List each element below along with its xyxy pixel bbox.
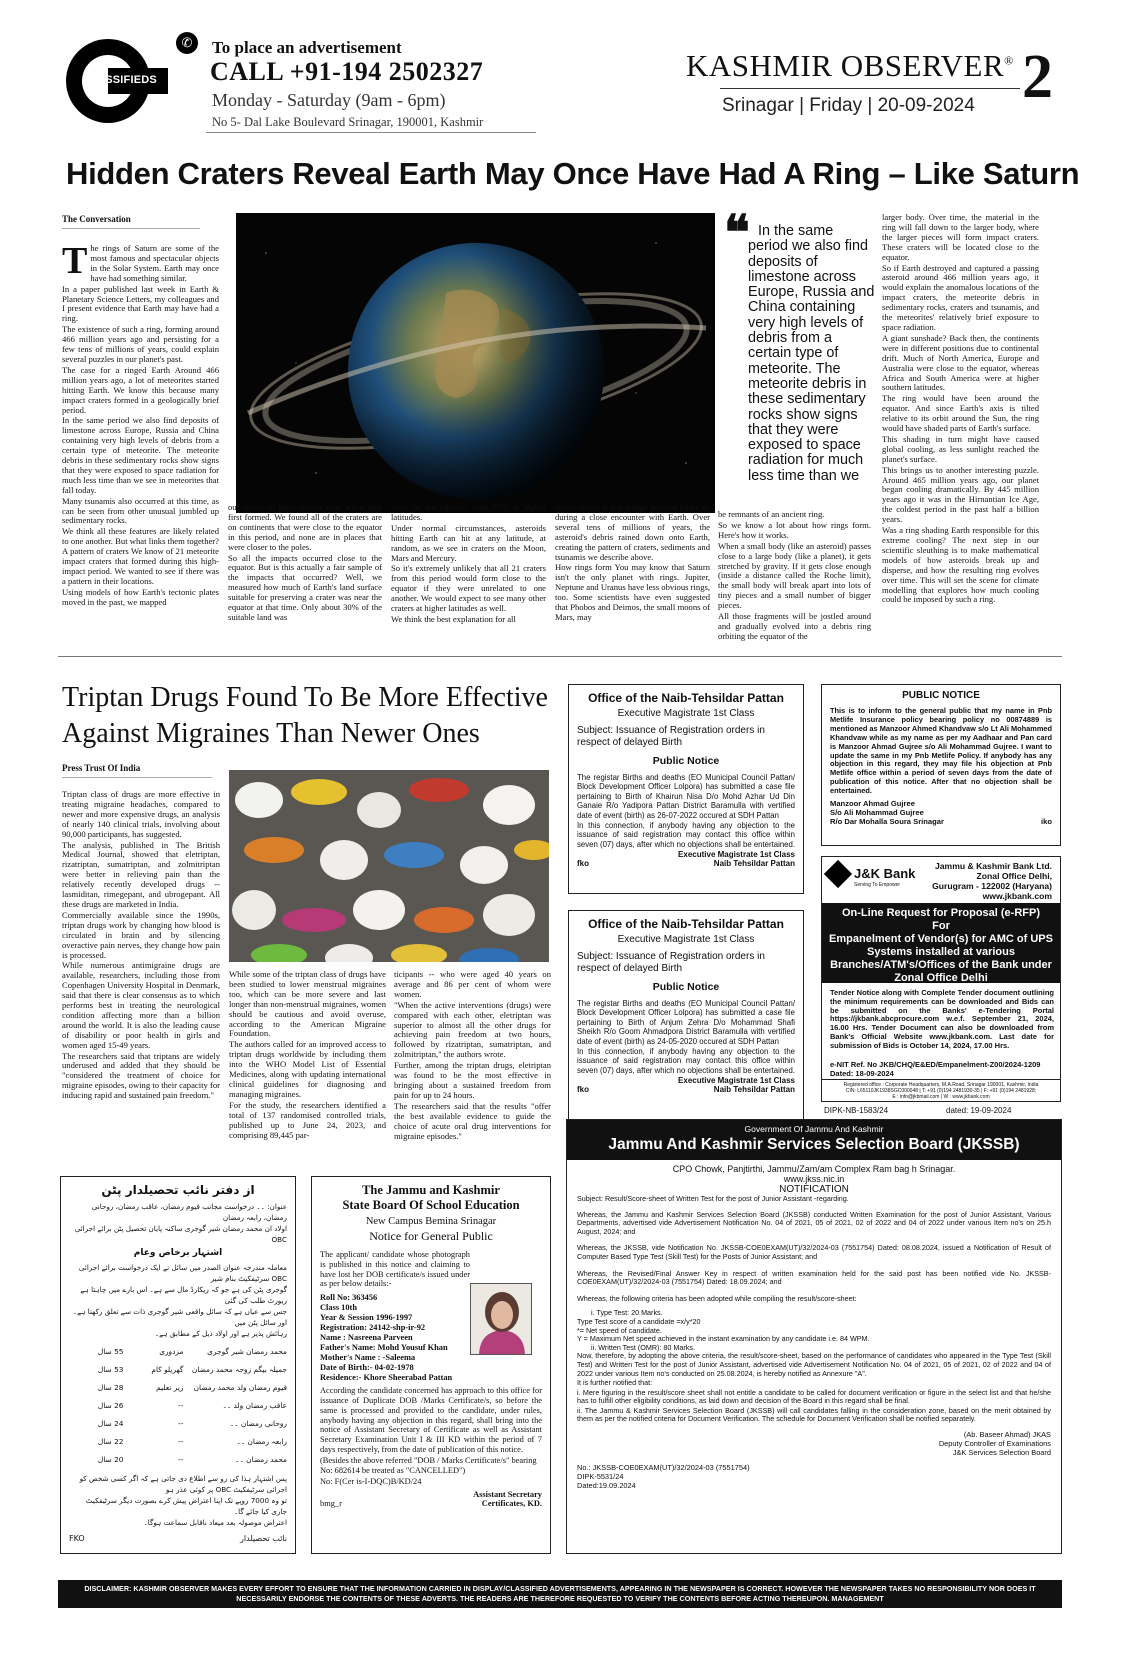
paragraph: ticipants -- who were aged 40 years on average and 86 per cent of whom were women.: [394, 970, 551, 999]
public-notice-sig2: S/o Ali Mohammad Gujree: [830, 808, 924, 818]
urdu-line: اولاد ان محمد رمضان شیر گوجری ساکنہ پایان تحصیل پٹن برائے اجرائی OBC: [74, 1224, 287, 1244]
notice-sign2-row: [577, 1085, 795, 1094]
field: Date of Birth:- 04-02-1978: [320, 1363, 414, 1373]
public-notice-body: This is to inform to the general public that my name in Pnb Metlife Insurance policy bearing policy no 00874889 is mentioned as Manzoor Ahmed Khandvaw s/o Lt Ali Mohammed Khandvaw while as my name as per my Aadhaar and Pan card is Manzoor Ahmad Gujree s/o Ali Mohammad Gujree. I want to update the same in my Pnb Metlife Policy. If anybody has any objection in this regard, they may file his objection at Pnb Metlife office within a period of seven days from the date of publication of this notice. After that no objection shall be entertained.: [830, 706, 1053, 796]
urdu-line: معاملہ مندرجہ عنوان الصدر میں سائل نے ایک درخواست برائے اجرائی OBC سرٹیفکیٹ بنام شیر: [78, 1263, 287, 1283]
footer-line1: Registered office : Corporate Headquarters, M.A.Road, Srinagar 190001, Kashmir, India: [843, 1082, 1039, 1088]
jk-bank-dipk: DIPK-NB-1583/24: [824, 1106, 889, 1115]
ref-line: Dated:19.09.2024: [577, 1481, 636, 1491]
sig-line: Deputy Controller of Examinations: [938, 1439, 1051, 1449]
paragraph: It is further notified that:: [577, 1378, 653, 1388]
paragraph: out where all these craters were when they first formed. We found all of the craters are on continents that were close to the equator in this period, and none are in places that were closer to the poles.: [228, 503, 382, 552]
article2-col2: [229, 970, 386, 1160]
jkssb-title: Jammu And Kashmir Services Selection Board (JKSSB): [608, 1136, 1020, 1153]
ref-line: DIPK-5531/24: [577, 1472, 624, 1482]
notice-title: Office of the Naib-Tehsildar Pattan: [588, 691, 784, 705]
member-age: 24 سال: [97, 1419, 124, 1428]
paragraph: We think all these features are likely related to one another. But what links them together? A pattern of craters We know of 21 meteorite impact craters that formed during this high-impact period. We wanted to see if there was a pattern in their locations.: [62, 526, 219, 586]
member-name: عاقب رمضان ولد ۔۔: [222, 1401, 287, 1410]
quote-mark-icon: ❝: [724, 207, 750, 260]
table-row: [69, 1415, 287, 1433]
notice-sign2-row: [577, 859, 795, 868]
jk-bank-tagline: Serving To Empower: [854, 882, 901, 888]
board-intro: The applicant/ candidate whose photograph is published in this notice and claiming to have lost her DOB certificate/s issued under as per below details:-: [320, 1250, 470, 1289]
paragraph: The analysis, published in The British Medical Journal, showed that eletriptan, rizatriptan, sumatriptan, and zolmitriptan were better in relieving pain than the relatively recently developed drugs -- lasmiditan, rimegepant, and ubrogepant. All these drugs are marketed in India.: [62, 839, 220, 909]
criteria: ii. Written Test (OMR): 80 Marks.: [591, 1342, 695, 1352]
paragraph: this evidence is that a large asteroid broke up during a close encounter with Earth. Over several tens of millions of years, the asteroid's debris rained down onto Earth, creating the pattern of craters, sediments and tsunamis we describe above.: [555, 503, 710, 562]
article2-col3: [394, 970, 551, 1160]
classifieds-label: CLASSIFIEDS: [82, 74, 157, 86]
member-name: جمیلہ بیگم زوجہ محمد رمضان: [191, 1365, 287, 1374]
urdu-line: تو وہ 7000 روپے تک اپنا اعتراض پیش کرے بصورت دیگر سرٹیفکیٹ جاری کیا جائے گا۔: [85, 1496, 287, 1516]
article2-col1: [62, 790, 220, 1160]
earth-ring-image: [236, 213, 715, 513]
board-sig1: Assistant Secretary: [473, 1490, 542, 1500]
board-no: No: F(Cer is-I-DQC)B/KD/24: [320, 1477, 422, 1487]
member-age: 26 سال: [97, 1401, 124, 1410]
paragraph: The registar Births and deaths (EO Municipal Council Pattan/ Block Development Officer Lolpora) has submitted a case file pertaining to Birth of Khairun Nisa D/o Mohd Azhar Ud Din Ganaie R/o Yadipora Pattan District Baramulla with vertified date of event (birth) as 26-07-2022 occured at SDH Pattan: [577, 773, 795, 820]
jk-bank-dated: Dated: 18-09-2024: [830, 1069, 894, 1078]
article1-source: The Conversation: [62, 214, 131, 224]
paragraph: Now, therefore, by adopting the above criteria, the result/score-sheet, based on the performance of candidates who appeared in the Type Test (Skill Test) and Written Test for the post of Junior Assistant, advertised vide Advertisement Notification No. 04 of 2021, 05 of 2021, 02 of 2022 and 04 of 2022 under various Item no's conducted on 25.08.2024, is hereby notified as Annexure "A".: [577, 1351, 1051, 1378]
jkssb-addr: CPO Chowk, Panjtirthi, Jammu/Zam/am Complex Ram bag h Srinagar.: [672, 1164, 956, 1174]
paragraph: When a small body (like an asteroid) passes close to a large body (like a planet), it gets stretched by gravity. If it gets close enough (inside a distance called the Roche limit), the small body will break apart into lots of tiny pieces and a small number of bigger pieces.: [718, 540, 871, 611]
board-body: According the candidate concerned has approach to this office for issuance of Duplicate DOB /Marks Certificate/s, so before the same is processed and provided to the candidate, under rules, anybody having any objection in this regard, shall bring into the notice of Assistant Secretary of Certificate as well as Assistant Secretary Examination Unit I & III KD within the period of 7 days respectively, from the date of publication of this notice.: [320, 1386, 542, 1454]
paragraph: The authors called for an improved access to triptan drugs worldwide by including them into the WHO Model List of Essential Medicines, along with updating international clinical guidelines for diagnosing and managing migraines.: [229, 1039, 386, 1099]
paragraph: he rings of Saturn are some of the most famous and spectacular objects in the Solar System. Earth may once have had something similar.: [90, 244, 219, 283]
jkssb-header: [567, 1120, 1061, 1160]
jkssb-gov: Government Of Jammu And Kashmir: [744, 1124, 884, 1134]
ref-line: No.: JKSSB-COE0EXAM(UT)/32/2024-03 (7551754): [577, 1463, 750, 1473]
masthead-text: KASHMIR OBSERVER: [686, 48, 1005, 83]
paragraph: Whereas, the JKSSB, vide Notification No. JKSSB-COE0EXAM(UT)/32/2024-03 (7551754) Dated: 08.08.2024, issued a Notification of Result of Computer Based Type Test (Skill Test) for the Posts of Junior Assistant; and: [577, 1243, 1051, 1261]
public-notice: [821, 684, 1061, 846]
paragraph: In a paper published last week in Earth & Planetary Science Letters, my colleagues and I present evidence that Earth may have had a ring.: [62, 283, 219, 324]
notice-code: fko: [577, 859, 589, 869]
paragraph: Whereas, the Jammu and Kashmir Services Selection Board (JKSSB) conducted Written Examination for the post of Junior Assistant, Various Departments, advertised vide Advertisement Notification No. 04 of 2021, 05 of 2021, 02 of 2022 and 04 of 2022 under various Item no's on 25.h August, 2024; and: [577, 1209, 1051, 1236]
field: Roll No: 363456: [320, 1293, 378, 1303]
member-occupation: زیر تعلیم: [156, 1383, 184, 1392]
public-notice-title: PUBLIC NOTICE: [902, 690, 980, 701]
paragraph: ii. The Jammu & Kashmir Services Selection Board (JKSSB) will call candidates falling in the consideration zone, based on the merit obtained by them as per the notified criteria for Document Verification. The schedule for Document Verification shall be notified separately.: [577, 1405, 1051, 1424]
paragraph: For the study, the researchers identified a total of 137 randomised controlled trials, published up to June 24, 2023, and comprising 89,445 par-: [229, 1099, 386, 1140]
banner-line2: For: [932, 920, 950, 932]
public-notice-code: iko: [1041, 817, 1052, 827]
table-row: [69, 1361, 287, 1379]
ad-address: No 5- Dal Lake Boulevard Srinagar, 190001, Kashmir: [212, 115, 484, 129]
public-notice-sig3-row: [830, 817, 1052, 826]
notice-title: Office of the Naib-Tehsildar Pattan: [588, 917, 784, 931]
notice-sub: Executive Magistrate 1st Class: [617, 708, 755, 719]
paragraph: Was a ring shading Earth responsible for this extreme cooling? The next step in our scientific sleuthing is to make mathematical models of how asteroids break up and disperse, and how the resulting ring evolves over time. This will set the scene for climate modelling that explores how much cooling could be imposed by such a ring.: [882, 525, 1039, 605]
jk-bank-addr1: Jammu & Kashmir Bank Ltd.: [935, 861, 1052, 871]
registered-mark: ®: [1004, 53, 1014, 68]
tehsil-notice-1: [568, 684, 804, 894]
member-occupation: --: [178, 1455, 184, 1464]
public-notice-sig3: R/o Dar Mohalla Soura Srinagar: [830, 817, 944, 827]
jk-bank-banner: [822, 903, 1060, 983]
board-sig2: Certificates, KD.: [481, 1499, 542, 1509]
board-title2: State Board Of School Education: [342, 1198, 520, 1212]
notice-code: fko: [577, 1085, 589, 1095]
member-occupation: --: [178, 1437, 184, 1446]
notice-subject: Subject: Issuance of Registration orders in respect of delayed Birth: [577, 951, 765, 974]
table-row: [69, 1451, 287, 1469]
article1-dropcap: T: [62, 244, 88, 282]
member-occupation: گھریلو کام: [151, 1365, 184, 1374]
paragraph: Whereas, the following criteria has been adopted while compiling the result/score-sheet:: [577, 1293, 857, 1303]
candidate-photo: [470, 1283, 532, 1355]
urdu-line: عنوان: ۔۔ درخواست مجانب قیوم رمضان، عاقب رمضان، روحانی رمضان، رابعہ رمضان: [91, 1202, 287, 1222]
urdu-line: رہائش پذیر ہے اور اولاد ذیل کے مطابق ہے۔: [154, 1329, 287, 1338]
paragraph: The registar Births and deaths (EO Municipal Council Pattan/ Block Development Officer Lolpora) has submitted a case file pertaining to Birth of Anjum Zehra D/o Mohammad Shafi Sheikh R/o Goom Ahmadpora District Baramulla with vertified date of event (birth) as 24-05-2020 occured at SDH Pattan: [577, 999, 795, 1046]
jkssb-body: [567, 1195, 1061, 1424]
paragraph: We think the best explanation for all: [391, 613, 516, 624]
phone-icon: ✆: [176, 32, 198, 54]
urdu-line: اشتہار برخاص وعام: [133, 1248, 223, 1258]
table-row: [69, 1343, 287, 1361]
article1-col1: [62, 244, 219, 642]
notice-body: [577, 773, 795, 849]
banner-line1: On-Line Request for Proposal (e-RFP): [841, 907, 1040, 919]
member-occupation: مزدوری: [159, 1347, 184, 1356]
criteria: Y = Maximum Net speed achieved in the instant examination by any candidate i.e. 84 WPM.: [577, 1334, 870, 1344]
article2-headline-line1: Triptan Drugs Found To Be More Effective: [62, 682, 548, 713]
ad-hours: Monday - Saturday (9am - 6pm): [212, 90, 446, 110]
footer-line2: CIN: L65110JK1938SGC000048 | T: +91 (0)194 2481930-35 | F: +91 (0)194 2481928;: [845, 1088, 1037, 1094]
notice-heading: Public Notice: [652, 755, 720, 767]
urdu-tail: [69, 1473, 287, 1528]
board-notice: Notice for General Public: [369, 1229, 493, 1243]
urdu-line: جس سے عیاں ہے کہ سائل واقعی شیر گوجری ذات سے تعلق رکھتا ہے۔ اور سائل پٹن میں: [72, 1307, 287, 1327]
paragraph: The case for a ringed Earth Around 466 million years ago, a lot of meteorites started hitting Earth. We know this because many impact craters formed in a geologically brief period.: [62, 364, 219, 415]
paragraph: close to the equator, with 70% at higher latitudes.: [391, 503, 546, 522]
member-age: 22 سال: [97, 1437, 124, 1446]
paragraph: The researchers said that the results "offer the best available evidence to guide the choice of acute oral drug interventions for migraine episodes.": [394, 1100, 551, 1141]
member-name: رابعہ رمضان ۔۔: [236, 1437, 287, 1446]
member-age: 55 سال: [97, 1347, 124, 1356]
article1-col6: [882, 213, 1039, 645]
table-row: [69, 1397, 287, 1415]
paragraph: In this connection, if anybody having any objection to the issuance of said registration may contact this office within seven (07) days, after which no objections shall be entertained.: [577, 821, 796, 849]
table-row: [69, 1379, 287, 1397]
field: Residence:- Khore Sheerabad Pattan: [320, 1373, 453, 1383]
paragraph: "When the active interventions (drugs) were compared with each other, eletriptan was superior to almost all the other drugs for achieving pain freedom at two hours, followed by rizatriptan, sumatriptan, and zolmitriptan," the authors wrote.: [394, 999, 551, 1060]
urdu-line: گوجری پٹن کی ہے جو کہ ریکارڈ مال سے ہے۔ اس بارے میں چاہتا ہے ریورٹ طلب کی گئی: [80, 1285, 287, 1305]
member-name: محمد رمضان ۔۔: [235, 1455, 287, 1464]
paragraph: So all the impacts occurred close to the equator. But is this actually a fair sample of the impacts that occurred? Well, we measured how much of Earth's land surface suitable for preserving a crater was near the equator at that time. Only about 30% of the suitable land was: [228, 552, 382, 622]
field: Name : Nasreena Parveen: [320, 1333, 413, 1343]
board-sub: New Campus Bemina Srinagar: [365, 1216, 497, 1227]
pull-quote: In the same period we also find deposits of limestone across Europe, Russia and China containing very high levels of debris from a certain type of meteorite. The meteorite debris in these sedimentary rocks show signs that they were exposed to space radiation for much less time than we: [748, 224, 875, 482]
sig-line: (Ab. Baseer Ahmad) JKAS: [963, 1430, 1051, 1440]
jk-bank-footer: [822, 1079, 1060, 1102]
notice-sign2: Naib Tehsildar Pattan: [713, 1085, 795, 1095]
paragraph: While numerous antimigraine drugs are available, researchers, including those from Copenhagen University Hospital in Denmark, said that there is clear consensus as to which performs best in treating the neurological condition affecting more than a billion around the world. It is also the leading cause of disability or poor health in girls and women aged 15-49 years.: [62, 960, 220, 1050]
member-age: 20 سال: [97, 1455, 124, 1464]
article1-col2: [228, 503, 382, 643]
school-board-notice: [311, 1176, 551, 1554]
jk-bank-brand: J&K Bank: [854, 866, 916, 881]
article2-headline-line2: Against Migraines Than Newer Ones: [62, 718, 480, 749]
member-age: 53 سال: [97, 1365, 124, 1374]
paragraph: be remnants of an ancient ring.: [718, 510, 825, 519]
paragraph: Further, among the triptan drugs, eletriptan was found to be the most effective in bringing about a sustained freedom from pain for up to 24 hours.: [394, 1060, 551, 1100]
paragraph: The ring would have been around the equator. And since Earth's axis is tilted relative to its orbit around the Sun, the ring would have shaded parts of Earth's surface.: [882, 393, 1039, 434]
urdu-notice: [60, 1176, 296, 1554]
paragraph: The researchers said that triptans are widely underused and added that they should be "considered the treatment of choice for migraine episodes, owing to their capacity for inducing rapid and sustained pain freedom.": [62, 1050, 220, 1101]
urdu-sign-row: [69, 1534, 287, 1543]
notice-subject: Subject: Issuance of Registration orders in respect of delayed Birth: [577, 725, 765, 748]
notice-sub: Executive Magistrate 1st Class: [617, 934, 755, 945]
urdu-sign: نائب تحصیلدار: [240, 1534, 287, 1543]
paragraph: All those fragments will be jostled around and gradually evolved into a debris ring orbiting the equator of the: [718, 611, 871, 641]
urdu-code: FKO: [69, 1534, 85, 1543]
member-name: قیوم رمضان ولد محمد رمضان: [193, 1383, 287, 1392]
article1-col4: [555, 503, 710, 643]
table-row: [69, 1433, 287, 1451]
urdu-line: اعتراض موصولہ بعد میعاد ناقابل سماعت ہوگا۔: [143, 1518, 287, 1527]
article1-headline: Hidden Craters Reveal Earth May Once Have Had A Ring – Like Saturn: [66, 156, 1080, 191]
member-name: محمد رمضان شیر گوجری: [207, 1347, 287, 1356]
paragraph: Commercially available since the 1990s, triptan drugs work by changing how blood is circulated in brain and by silencing overactive pain nerves, they change how pain is processed.: [62, 909, 220, 960]
notice-heading: Public Notice: [652, 981, 720, 993]
criteria: i. Type Test: 20 Marks.: [591, 1308, 663, 1318]
field: Mother's Name : -Saleema: [320, 1353, 416, 1363]
jk-bank-addr2: Zonal Office Delhi,: [976, 871, 1052, 881]
paragraph: This brings us to another interesting puzzle. Around 465 million years ago, our planet began cooling dramatically. By 445 million years ago it was in the Hirnantian Ice Age, the coldest period in the past half a billion years.: [882, 464, 1039, 525]
ad-phone: CALL +91-194 2502327: [210, 57, 484, 86]
urdu-members-table: [69, 1343, 287, 1469]
jk-bank-addr4: www.jkbank.com: [982, 891, 1052, 901]
jk-bank-body: Tender Notice along with Complete Tender document outlining the minimum requirements can be downloaded and Bids can be submitted on the Banks' e-Tendering Portal https://jkbank.abcprocure.com w.e.f. September 21, 2024, 16.00 Hrs. Tender Document can also be downloaded from Bank's Official Website www.jkbank.com. Last date for submission of Bids is October 14, 2024, 17.00 Hrs.: [830, 988, 1054, 1050]
field: Father's Name: Mohd Yousuf Khan: [320, 1343, 448, 1353]
urdu-lines: [69, 1201, 287, 1339]
field: Registration: 24142-shp-ir-92: [320, 1323, 426, 1333]
disclaimer-bar: DISCLAIMER: KASHMIR OBSERVER MAKES EVERY EFFORT TO ENSURE THAT THE INFORMATION CARRIED IN DISPLAY/CLASSIFIED ADVERTISEMENTS, APPEARING IN THE NEWSPAPER IS CORRECT. HOWEVER THE NEWSPAPER TAKES NO RESPONSIBILITY NOR DOES IT NECESSARILY ENDORSE THE CONTENTS OF THESE ADVERTS. THE READERS ARE THEREFORE REQUESTED TO VERIFY THE CONTENTS BEFORE ACTING THEREUPON. MANAGEMENT: [58, 1580, 1062, 1608]
pills-image: [229, 770, 549, 962]
member-occupation: --: [178, 1401, 184, 1410]
criteria: Type Test score of a candidate =x/y*20: [577, 1316, 701, 1326]
paragraph: The existence of such a ring, forming around 466 million years ago and persisting for a few tens of millions of years, could explain several puzzles in our planet's past.: [62, 324, 219, 364]
article1-col3: [391, 503, 546, 643]
jk-bank-dipk-date: dated: 19-09-2024: [946, 1106, 1012, 1115]
paragraph: In the same period we also find deposits of limestone across Europe, Russia and China containing very high levels of debris from a certain type of meteorite. The meteorite debris in these sedimentary rocks show signs that they were exposed to space radiation for much less time than we see in meteorites that fall today.: [62, 415, 219, 495]
tehsil-notice-2: [568, 910, 804, 1120]
dateline: Srinagar | Friday | 20-09-2024: [722, 95, 975, 116]
board-sig-row: [320, 1499, 542, 1508]
notice-sign2: Naib Tehsildar Pattan: [713, 859, 795, 869]
paragraph: In this connection, if anybody having any objection to the issuance of said registration may contact this office within seven (07) days, after which no objections shall be entertained.: [577, 1047, 796, 1075]
paragraph: Using models of how Earth's tectonic plates moved in the past, we mapped: [62, 586, 219, 607]
paragraph: How rings form You may know that Saturn isn't the only planet with rings. Jupiter, Neptune and Uranus have less obvious rings, too. Some scientists have even suggested that Phobos and Deimos, the small moons of Mars, may: [555, 562, 710, 622]
notice-sign1: Executive Magistrate 1st Class: [678, 1076, 795, 1086]
notice-body: [577, 999, 795, 1075]
paragraph: While some of the triptan class of drugs have been studied to lower menstrual migraines too, which can be more severe and last longer than non-menstrual migraines, women should be cautious and avoid overuse, according to the American Migraine Foundation.: [229, 970, 386, 1039]
article1-col5: [718, 510, 871, 645]
banner-line3: Empanelment of Vendor(s) for AMC of UPS Systems installed at various Branches/ATM's/Offices of the Bank under Zonal Office Delhi: [829, 933, 1053, 984]
field: Year & Session 1996-1997: [320, 1313, 413, 1323]
paragraph: This shading in turn might have caused global cooling, as less sunlight reached the planet's surface.: [882, 433, 1039, 464]
paragraph: So it's extremely unlikely that all 21 craters from this period would form close to the equator if they were unrelated to one another. We would expect to see many other craters at higher latitudes as well.: [391, 563, 546, 614]
paragraph: Subject: Result/Score-sheet of Written Test for the post of Junior Assistant -regarding.: [577, 1194, 849, 1203]
page-number: 2: [1022, 43, 1053, 111]
board-code: bmg_r: [320, 1499, 342, 1509]
paragraph: A giant sunshade? Back then, the continents were in different positions due to continental drift. Much of North America, Europe and Australia were close to the equator, whereas Africa and South America were at higher southern latitudes.: [882, 332, 1039, 393]
board-title1: The Jammu and Kashmir: [362, 1183, 500, 1197]
paragraph: Triptan class of drugs are more effective in treating migraine headaches, compared to newer and more expensive drugs, an analysis of nearly 140 clinical trials, involving about 90,000 participants, has suggested.: [62, 790, 220, 839]
footer-line3: E : info@jkbmail.com | W : www.jkbank.com: [892, 1094, 990, 1100]
jkssb-notice: [566, 1119, 1062, 1554]
jk-bank-addr3: Gurugram - 122002 (Haryana): [932, 881, 1052, 891]
ad-intro: To place an advertisement: [212, 38, 402, 57]
jkssb-heading: NOTIFICATION: [779, 1184, 849, 1195]
jkssb-signature: [567, 1430, 1061, 1457]
article2-source: Press Trust Of India: [62, 763, 141, 773]
urdu-title: از دفتر نائب تحصیلدار پٹن: [101, 1183, 255, 1197]
urdu-line: پس اشتہار ہذا کی رو سے اطلاع دی جاتی ہے کہ اگر کسی شخص کو اجرائی سرٹیفکیٹ OBC پر کوئی عذر ہو: [79, 1474, 287, 1494]
jk-bank-ref: e-NIT Ref. No JKB/CHQ/E&ED/Empanelment-Z00/2024-1209: [830, 1060, 1041, 1069]
masthead: [686, 48, 1014, 84]
paragraph: Many tsunamis also occurred at this time, as can be seen from other unusual jumbled up sedimentary rocks.: [62, 495, 219, 526]
classifieds-logo: [58, 38, 168, 124]
jkssb-web: www.jkss.nic.in: [783, 1174, 845, 1184]
paragraph: So we know a lot about how rings form. Here's how it works.: [718, 519, 871, 540]
member-name: روحانی رمضان ۔۔: [229, 1419, 287, 1428]
jk-bank-logo-icon: [824, 860, 852, 888]
paragraph: i. Mere figuring in the result/score sheet shall not entitle a candidate to be called for document verification or figure in the select list and that he/she has to fulfill other eligibility conditions, as laid down and decision of the Board in this regard shall be final.: [577, 1387, 1051, 1406]
paragraph: So if Earth destroyed and captured a passing asteroid around 466 million years ago, it would explain the anomalous locations of the impact craters, the meteorite debris in sedimentary rocks, craters and tsunamis, and the meteorites' relatively brief exposure to space radiation.: [882, 262, 1039, 332]
public-notice-sig1: Manzoor Ahmad Gujree: [830, 799, 915, 809]
criteria: *= Net speed of candidate.: [577, 1325, 662, 1335]
member-occupation: --: [178, 1419, 184, 1428]
field: Class 10th: [320, 1303, 357, 1313]
member-age: 28 سال: [97, 1383, 124, 1392]
paragraph: larger body. Over time, the material in the ring will fall down to the larger body, where the larger pieces will form impact craters. These craters will be located close to the equator.: [882, 213, 1039, 262]
paragraph: Whereas, the Revised/Final Answer Key in respect of written examination held for the said post has been notified vide No. JKSSB-COE0EXAM(UT)/32/2024-03 (7551754) Dated: 18.09.2024; and: [577, 1268, 1051, 1287]
sig-line: J&K Services Selection Board: [952, 1448, 1051, 1458]
notice-sign1: Executive Magistrate 1st Class: [678, 850, 795, 860]
paragraph: Under normal circumstances, asteroids hitting Earth can hit at any latitude, at random, as we see in craters on the Moon, Mars and Mercury.: [391, 522, 546, 563]
jkssb-ref: [567, 1463, 1061, 1490]
jk-bank-ad: [821, 856, 1061, 1102]
board-besides: (Besides the above referred "DOB / Marks Certificate/s" bearing No: 682614 be treated as "CANCELLED"): [320, 1455, 537, 1475]
